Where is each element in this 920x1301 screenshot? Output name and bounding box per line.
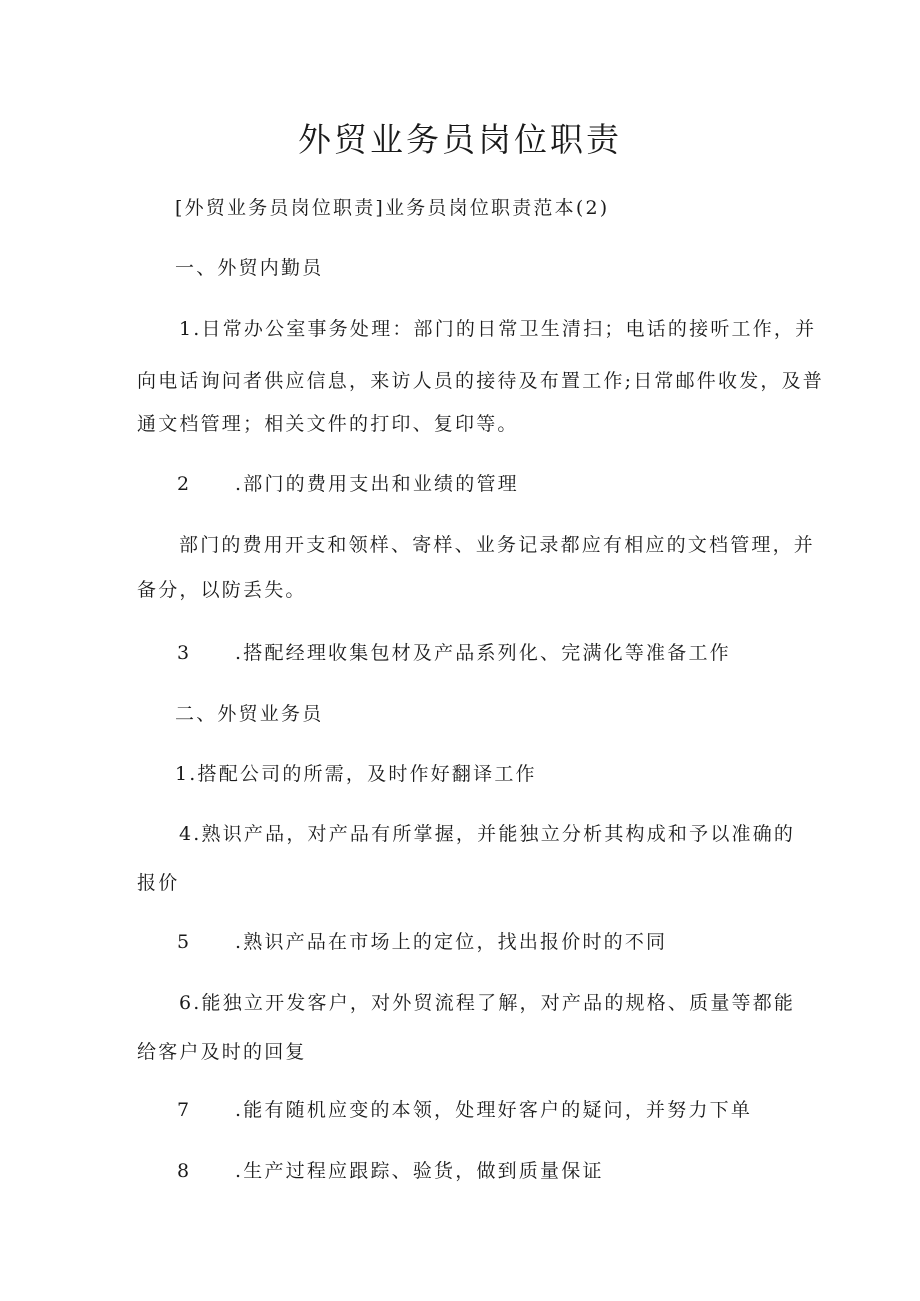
s2-item7-number: 7 [177,1099,192,1121]
s2-item8-number: 8 [177,1160,192,1182]
item1-line3: 通文档管理；相关文件的打印、复印等。 [137,413,519,435]
item1-line1: 1.日常办公室事务处理：部门的日常卫生清扫；电话的接听工作，并 [179,318,817,340]
s2-item6-line2: 给客户及时的回复 [137,1041,307,1063]
s2-item1: 1.搭配公司的所需，及时作好翻译工作 [175,763,537,785]
item1-line2: 向电话询问者供应信息，来访人员的接待及布置工作;日常邮件收发，及普 [137,370,825,392]
s2-item5-text: .熟识产品在市场上的定位，找出报价时的不同 [235,931,668,953]
s2-item7-heading [177,1095,752,1125]
s2-item5-heading [177,927,667,957]
s2-item8-text: .生产过程应跟踪、验货，做到质量保证 [235,1160,604,1182]
item2-desc-line2: 备分，以防丢失。 [137,579,307,601]
item3-text: .搭配经理收集包材及产品系列化、完满化等准备工作 [235,642,731,664]
section2-heading: 二、外贸业务员 [175,703,324,725]
s2-item5-number: 5 [177,931,192,953]
section1-heading: 一、外贸内勤员 [175,257,324,279]
item3-heading [177,638,731,668]
item2-number: 2 [177,473,192,495]
item3-number: 3 [177,642,192,664]
s2-item4-line2: 报价 [137,872,180,894]
s2-item6-line1: 6.能独立开发客户，对外贸流程了解，对产品的规格、质量等都能 [179,992,796,1014]
document-title: 外贸业务员岗位职责 [298,120,622,159]
s2-item4-line1: 4.熟识产品，对产品有所掌握，并能独立分析其构成和予以准确的 [179,823,796,845]
s2-item7-text: .能有随机应变的本领，处理好客户的疑问，并努力下单 [235,1099,753,1121]
item2-desc-line1: 部门的费用开支和领样、寄样、业务记录都应有相应的文档管理，并 [179,534,816,556]
item2-text: .部门的费用支出和业绩的管理 [235,473,519,495]
subtitle: [外贸业务员岗位职责]业务员岗位职责范本(2) [175,197,610,219]
item2-heading [177,469,519,499]
s2-item8-heading [177,1156,604,1186]
